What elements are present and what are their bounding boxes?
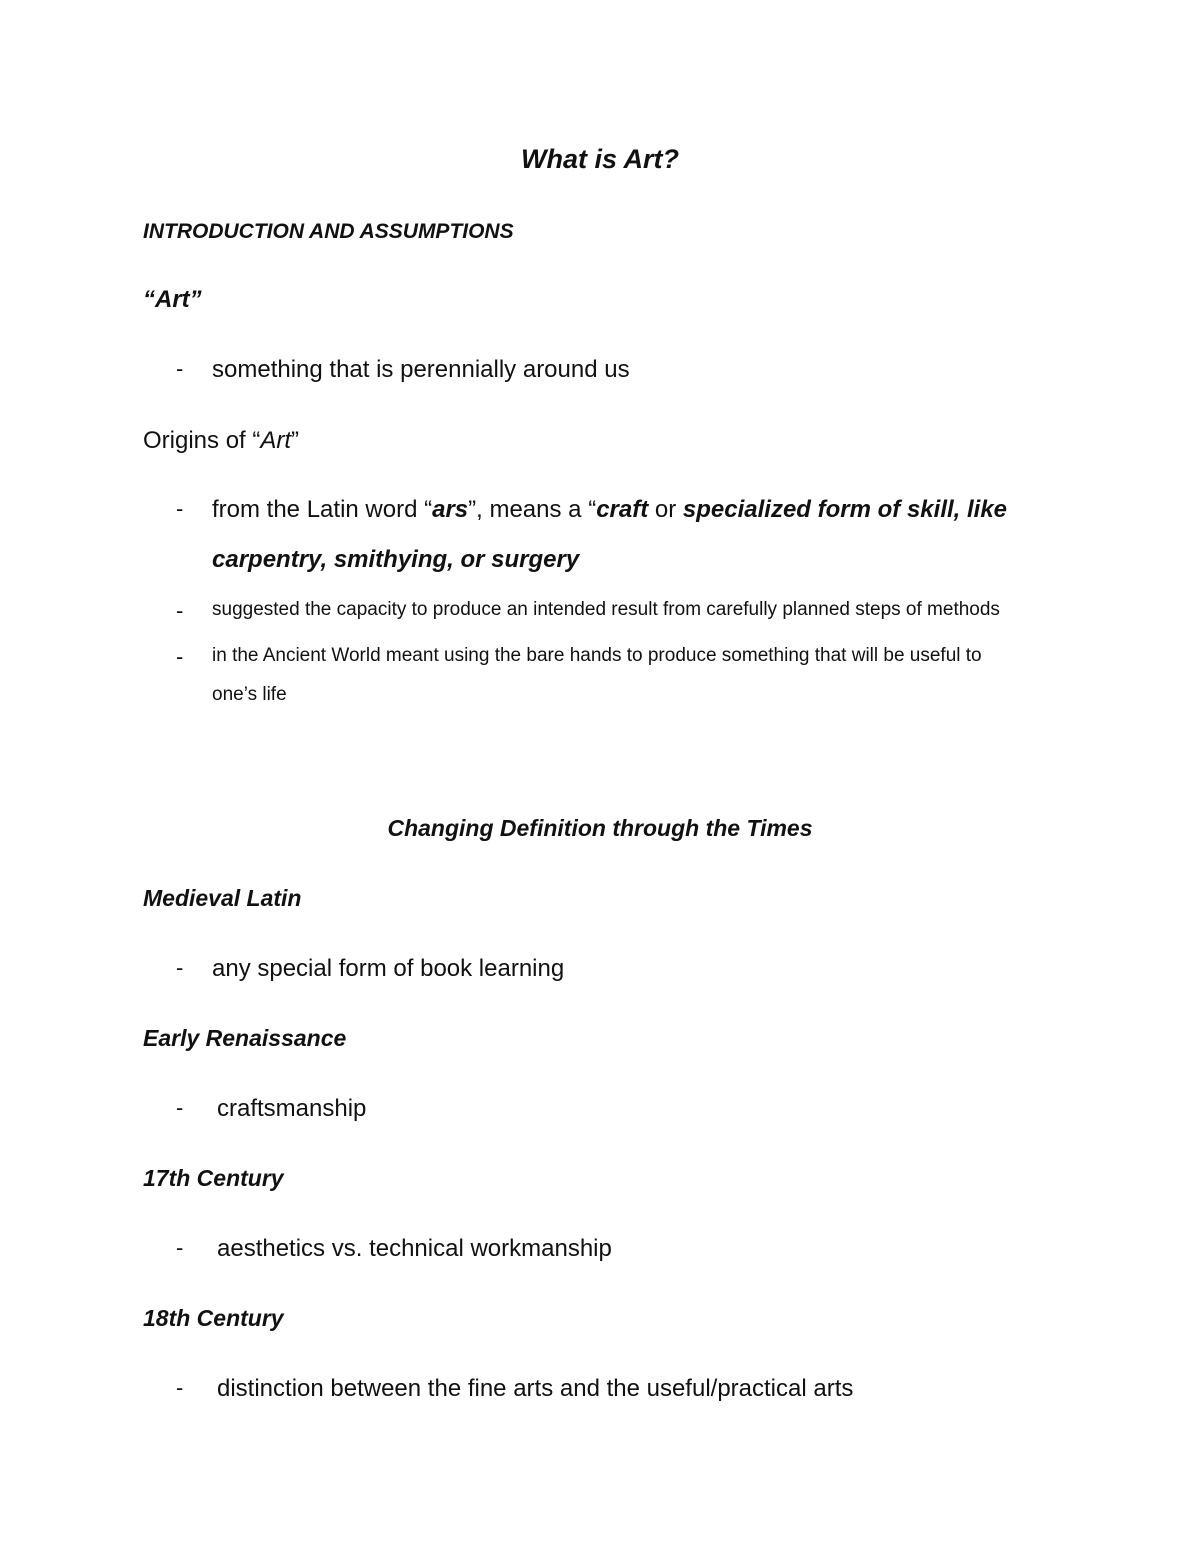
origins-bullet-3: in the Ancient World meant using the bare hands to produce something that will be useful to (212, 645, 982, 666)
bullet-dash: - (176, 356, 184, 381)
period-definition-17th-century: aesthetics vs. technical workmanship (217, 1235, 612, 1262)
period-heading-18th-century: 18th Century (143, 1305, 284, 1331)
origins-bullet-1-continued: carpentry, smithying, or surgery (212, 546, 580, 573)
bullet-text-emphasis: ars (432, 496, 469, 523)
period-definition-18th-century: distinction between the fine arts and the useful/practical arts (217, 1375, 854, 1402)
bullet-dash: - (176, 598, 184, 623)
section-heading: Changing Definition through the Times (387, 815, 813, 841)
bullet-dash: - (176, 496, 184, 521)
origins-heading (143, 427, 299, 455)
origins-term: Art (260, 427, 292, 454)
origins-suffix: ” (291, 427, 300, 454)
bullet-text: ”, means a “ (468, 496, 597, 523)
bullet-dash: - (176, 1375, 184, 1400)
art-term-heading: “Art” (143, 286, 202, 313)
art-definition: something that is perennially around us (212, 356, 630, 383)
page-title: What is Art? (521, 144, 679, 174)
period-heading-17th-century: 17th Century (143, 1165, 284, 1191)
origins-prefix: Origins of “ (143, 427, 261, 454)
bullet-dash: - (176, 1235, 184, 1260)
bullet-dash: - (176, 955, 184, 980)
bullet-text: from the Latin word “ (212, 496, 433, 523)
origins-bullet-1 (212, 496, 1007, 524)
bullet-text-emphasis: specialized form of skill, like (682, 496, 1008, 523)
bullet-text-emphasis: craft (596, 496, 649, 523)
period-definition-medieval-latin: any special form of book learning (212, 955, 565, 982)
intro-heading: INTRODUCTION AND ASSUMPTIONS (143, 220, 514, 243)
period-definition-early-renaissance: craftsmanship (217, 1095, 367, 1122)
bullet-text: or (648, 496, 683, 523)
origins-bullet-3-continued: one’s life (212, 684, 287, 705)
bullet-dash: - (176, 1095, 184, 1120)
period-heading-medieval-latin: Medieval Latin (143, 885, 302, 911)
origins-bullet-2: suggested the capacity to produce an intended result from carefully planned steps of methods (212, 599, 1000, 620)
period-heading-early-renaissance: Early Renaissance (143, 1025, 347, 1051)
bullet-dash: - (176, 644, 184, 669)
